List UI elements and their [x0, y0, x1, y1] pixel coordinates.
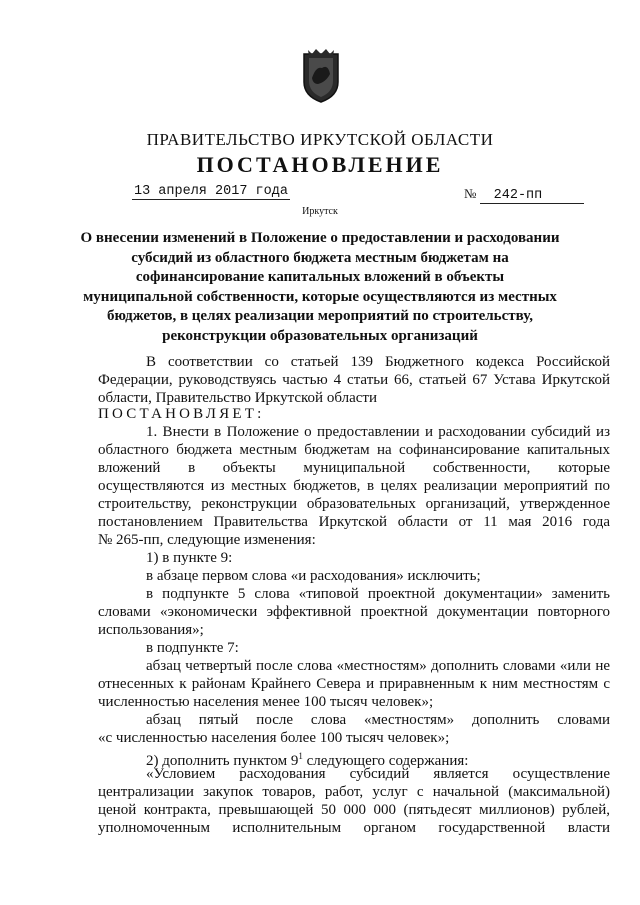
body-line: в подпункте 7:: [146, 640, 239, 656]
body-line: ценой контракта, превышающей 50 000 000 (пятьдесят миллионов) рублей,: [98, 802, 610, 818]
coat-of-arms-emblem: [300, 48, 342, 104]
document-date: [132, 184, 290, 199]
body-line: уполномоченным исполнительным органом государственной власти: [98, 820, 610, 836]
body-line: централизации закупок товаров, работ, услуг с начальной (максимальной): [98, 784, 610, 800]
body-line: 1) в пункте 9:: [146, 550, 233, 566]
number-value: 242-пп: [480, 188, 584, 204]
body-line: в абзаце первом слова «и расходования» исключить;: [146, 568, 481, 584]
superscript: 1: [298, 751, 303, 761]
body-text: следующего содержания:: [302, 753, 469, 769]
body-line: строительству, реконструкции образовательных организаций, утвержденное: [98, 496, 610, 512]
body-line: областного бюджета местным бюджетам на софинансирование капитальных: [98, 442, 610, 458]
body-line: вложений в объекты муниципальной собственности, которые: [98, 460, 610, 476]
resolves-heading: ПОСТАНОВЛЯЕТ:: [98, 406, 265, 422]
body-line: словами «экономически эффективной проектной документации повторного: [98, 604, 610, 620]
document-title: О внесении изменений в Положение о предоставлении и расходовании субсидий из областного бюджета местным бюджетам на софинансирование капитальных вложений в объекты муниципальной собственности, которые осуществляются из местных бюджетов, в целях реализации мероприятий по строительству, реконструкции образовательных организаций: [80, 230, 560, 344]
body-line: использования»;: [98, 622, 204, 638]
date-value: 13 апреля 2017 года: [134, 184, 288, 199]
document-number: [464, 186, 584, 204]
body-line: «с численностью населения более 100 тысяч человек»;: [98, 730, 450, 746]
document-type-heading: ПОСТАНОВЛЕНИЕ: [196, 152, 444, 177]
body-line: Федерации, руководствуясь частью 4 статьи 66, статьей 67 Устава Иркутской: [98, 372, 610, 388]
body-line: абзац пятый после слова «местностям» дополнить словами: [146, 712, 610, 728]
body-line: постановлением Правительства Иркутской области от 11 мая 2016 года: [98, 514, 610, 530]
body-line: 1. Внести в Положение о предоставлении и расходовании субсидий из: [146, 424, 610, 440]
body-line: абзац четвертый после слова «местностям» дополнить словами «или не: [146, 658, 610, 674]
body-line: В соответствии со статьей 139 Бюджетного кодекса Российской: [146, 354, 610, 370]
body-line: «Условием расходования субсидий является осуществление: [146, 766, 610, 782]
city-name: Иркутск: [302, 206, 338, 217]
number-prefix: №: [464, 186, 477, 201]
body-line: отнесенных к районам Крайнего Севера и приравненным к ним местностям с: [98, 676, 610, 692]
body-line: осуществляются из местных бюджетов, в целях реализации мероприятий по: [98, 478, 610, 494]
body-line: в подпункте 5 слова «типовой проектной документации» заменить: [146, 586, 610, 602]
body-line: № 265-пп, следующие изменения:: [98, 532, 316, 548]
body-text: 2) дополнить пунктом 9: [146, 753, 299, 769]
body-line: численностью населения менее 100 тысяч человек»;: [98, 694, 434, 710]
body-line: области, Правительство Иркутской области: [98, 390, 377, 406]
government-name: ПРАВИТЕЛЬСТВО ИРКУТСКОЙ ОБЛАСТИ: [146, 130, 494, 149]
